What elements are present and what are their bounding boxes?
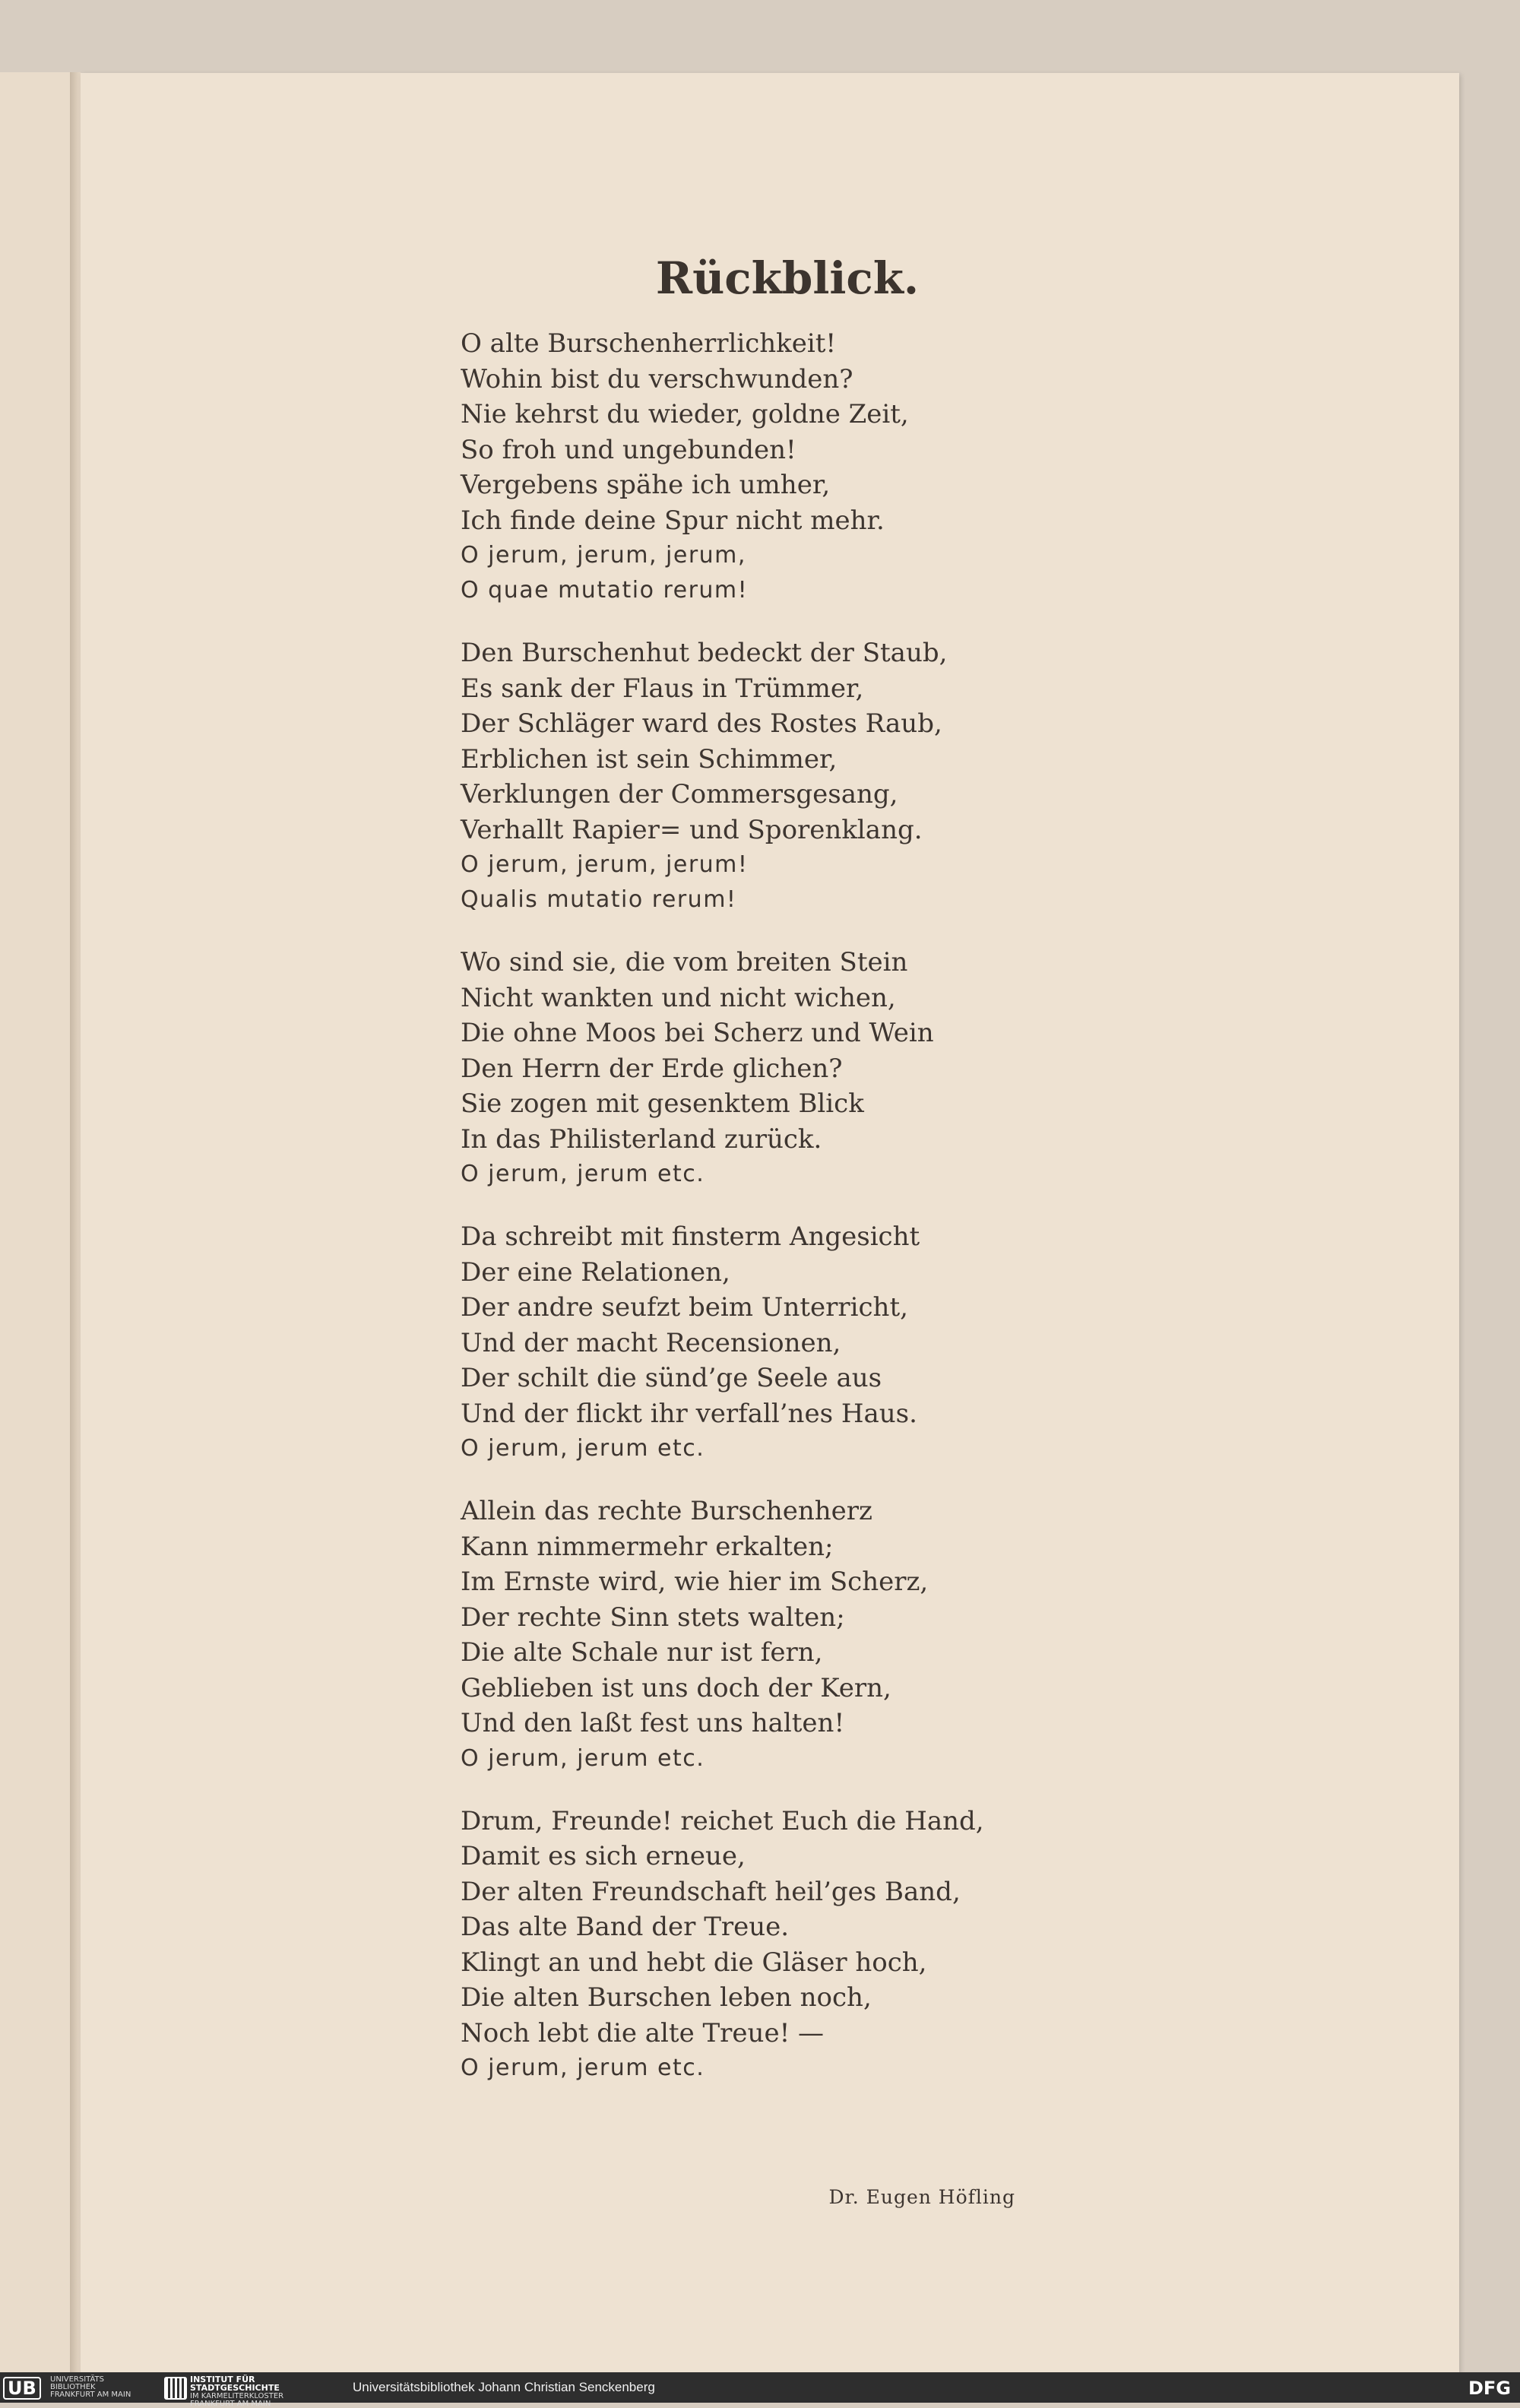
institute-name — [190, 2376, 327, 2408]
institute-name-line: STADTGESCHICHTE — [190, 2383, 280, 2393]
verse-line: Kann nimmermehr erkalten; — [461, 1531, 834, 1562]
verse-line: Das alte Band der Treue. — [461, 1912, 790, 1942]
ub-name — [50, 2376, 157, 2399]
verse-line: Und der macht Recensionen, — [461, 1327, 841, 1358]
verse-line: Nie kehrst du wieder, goldne Zeit, — [461, 399, 909, 429]
verse-line: So froh und ungebunden! — [461, 434, 796, 465]
library-name[interactable]: Universitätsbibliothek Johann Christian Senckenberg — [353, 2380, 655, 2394]
stanza — [461, 1494, 1038, 1776]
refrain-line: O jerum, jerum etc. — [461, 1744, 705, 1772]
book-page — [81, 73, 1459, 2372]
verse-line: Der schilt die sünd’ge Seele aus — [461, 1363, 882, 1393]
refrain-line: O quae mutatio rerum! — [461, 577, 749, 604]
verse-line: Der rechte Sinn stets walten; — [461, 1602, 845, 1633]
verse-line: Verklungen der Commersgesang, — [461, 779, 898, 810]
verse-line: Der alten Freundschaft heil’ges Band, — [461, 1876, 961, 1907]
verse-line: Wo sind sie, die vom breiten Stein — [461, 947, 908, 977]
poem-body — [461, 326, 1038, 2113]
refrain-line: O jerum, jerum etc. — [461, 1161, 705, 1187]
ub-name-line: BIBLIOTHEK — [50, 2383, 96, 2391]
verse-line: Im Ernste wird, wie hier im Scherz, — [461, 1567, 929, 1597]
verse-line: Den Herrn der Erde glichen? — [461, 1053, 843, 1084]
stanza — [461, 635, 1038, 917]
institute-name-line: IM KARMELITERKLOSTER — [190, 2392, 284, 2400]
stanza — [461, 1219, 1038, 1466]
verse-line: Sie zogen mit gesenktem Blick — [461, 1088, 864, 1119]
dfg-logo[interactable]: DFG — [1468, 2378, 1511, 2399]
verse-line: Und der flickt ihr verfall’nes Haus. — [461, 1398, 917, 1429]
verse-line: Der eine Relationen, — [461, 1256, 730, 1288]
verse-line: Klingt an und hebt die Gläser hoch, — [461, 1947, 927, 1978]
stanza — [461, 945, 1038, 1192]
poem-title: Rückblick. — [655, 252, 920, 304]
verse-line: Nicht wankten und nicht wichen, — [461, 982, 896, 1013]
institute-logo-icon[interactable] — [164, 2377, 187, 2400]
verse-line: Noch lebt die alte Treue! — — [461, 2017, 825, 2048]
verse-line: Der Schläger ward des Rostes Raub, — [461, 708, 942, 739]
institute-name-line: INSTITUT FÜR — [190, 2375, 255, 2384]
verse-line: Da schreibt mit finsterm Angesicht — [461, 1221, 920, 1252]
verse-line: Damit es sich erneue, — [461, 1841, 746, 1871]
ub-name-line: FRANKFURT AM MAIN — [50, 2391, 131, 2399]
verse-line: Die alte Schale nur ist fern, — [461, 1637, 823, 1668]
verse-line: Und den laßt fest uns halten! — [461, 1708, 845, 1738]
refrain-line: Qualis mutatio rerum! — [461, 886, 737, 913]
ub-name-line: UNIVERSITÄTS — [50, 2375, 105, 2384]
verse-line: Wohin bist du verschwunden? — [461, 363, 853, 394]
verse-line: Drum, Freunde! reichet Euch die Hand, — [461, 1805, 984, 1836]
stanza — [461, 1804, 1038, 2086]
refrain-line: O jerum, jerum, jerum, — [461, 542, 746, 569]
stanza — [461, 326, 1038, 608]
verse-line: Verhallt Rapier= und Sporenklang. — [461, 814, 923, 845]
book-gutter — [70, 72, 81, 2375]
refrain-line: O jerum, jerum etc. — [461, 2055, 705, 2081]
verse-line: Vergebens spähe ich umher, — [461, 470, 831, 500]
institute-name-line: FRANKFURT AM MAIN — [190, 2400, 271, 2408]
poem-author: Dr. Eugen Höfling — [828, 2186, 1015, 2208]
ub-logo[interactable]: UB — [3, 2377, 41, 2400]
footer-bar — [0, 2372, 1520, 2408]
verse-line: Es sank der Flaus in Trümmer, — [461, 673, 864, 704]
refrain-line: O jerum, jerum, jerum! — [461, 851, 749, 878]
verse-line: Den Burschenhut bedeckt der Staub, — [461, 638, 948, 668]
verse-line: Die ohne Moos bei Scherz und Wein — [461, 1018, 934, 1048]
verse-line: Die alten Burschen leben noch, — [461, 1982, 872, 2013]
refrain-line: O jerum, jerum etc. — [461, 1435, 705, 1462]
verse-line: Der andre seufzt beim Unterricht, — [461, 1292, 908, 1323]
verse-line: Allein das rechte Burschenherz — [461, 1496, 872, 1526]
verse-line: Ich finde deine Spur nicht mehr. — [461, 505, 885, 536]
verse-line: In das Philisterland zurück. — [461, 1123, 822, 1155]
verse-line: O alte Burschenherrlichkeit! — [461, 328, 837, 359]
verse-line: Erblichen ist sein Schimmer, — [461, 743, 838, 775]
left-page-edge — [0, 72, 72, 2375]
verse-line: Geblieben ist uns doch der Kern, — [461, 1672, 891, 1703]
